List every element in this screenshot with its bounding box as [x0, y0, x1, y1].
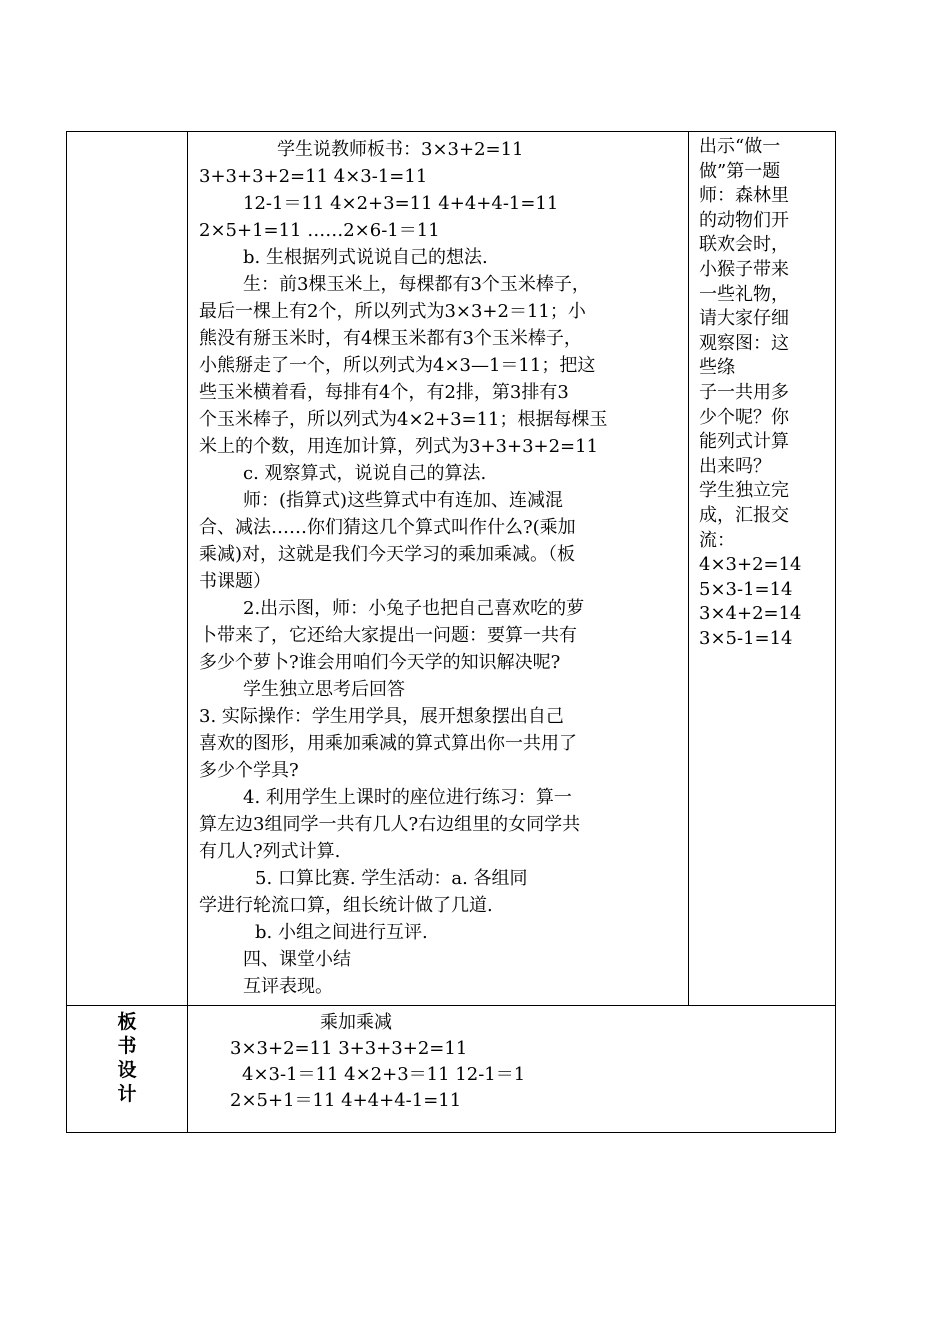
text-line: 12-1＝11 4×2+3=11 4+4+4-1=11 — [243, 193, 559, 214]
text-line: 多少个萝卜?谁会用咱们今天学的知识解决呢? — [199, 652, 561, 673]
row1-main-cell — [187, 131, 689, 1006]
text-line: 5. 口算比赛. 学生活动：a. 各组同 — [255, 868, 528, 889]
text-line: 学生独立思考后回答 — [243, 679, 405, 700]
row1-side-cell — [688, 131, 836, 1006]
text-line: 书课题） — [199, 571, 271, 592]
board-design-label — [67, 1010, 187, 1106]
board-line: 2×5+1＝11 4+4+4-1=11 — [230, 1090, 462, 1111]
text-line: b. 小组之间进行互评. — [255, 922, 428, 943]
text-line: 学进行轮流口算，组长统计做了几道. — [199, 895, 493, 916]
side-note-line: 出来吗？ — [699, 455, 771, 477]
side-note-line: 能列式计算 — [699, 431, 789, 453]
text-line: c. 观察算式，说说自己的算法. — [243, 463, 487, 484]
board-line: 4×3-1＝11 4×2+3＝11 12-1＝1 — [242, 1064, 526, 1085]
lesson-process-text — [199, 136, 608, 1000]
side-note-line: 观察图：这 — [699, 332, 789, 354]
side-note-line: 一些礼物， — [699, 283, 789, 305]
text-line: 喜欢的图形，用乘加乘减的算式算出你一共用了 — [199, 733, 577, 754]
board-line: 乘加乘减 — [320, 1012, 392, 1033]
side-note-line: 学生独立完 — [699, 480, 789, 502]
text-line: 生：前3棵玉米上，每棵都有3个玉米棒子， — [243, 274, 590, 295]
label-char: 书 — [117, 1035, 137, 1057]
text-line: 3. 实际操作：学生用学具，展开想象摆出自己 — [199, 706, 564, 727]
text-line: 4. 利用学生上课时的座位进行练习：算一 — [243, 787, 572, 808]
text-line: 个玉米棒子，所以列式为4×2+3=11；根据每棵玉 — [199, 409, 608, 430]
text-line: 师：(指算式)这些算式中有连加、连减混 — [243, 490, 564, 511]
teaching-notes-text — [699, 135, 802, 651]
text-line: b. 生根据列式说说自己的想法. — [243, 247, 488, 268]
side-note-line: 3×4+2=14 — [699, 603, 802, 625]
text-line: 些玉米横着看，每排有4个，有2排，第3排有3 — [199, 382, 569, 403]
text-line: 2.出示图，师：小兔子也把自己喜欢吃的萝 — [243, 598, 585, 619]
side-note-line: 成，汇报交 — [699, 504, 789, 526]
side-note-line: 的动物们开 — [699, 209, 789, 231]
row2-board-cell — [187, 1005, 836, 1133]
side-note-line: 5×3-1=14 — [699, 578, 793, 600]
side-note-line: 少个呢？你 — [699, 406, 789, 428]
side-note-line: 做”第一题 — [699, 160, 781, 182]
label-char: 板 — [117, 1011, 137, 1033]
text-line: 算左边3组同学一共有几人?右边组里的女同学共 — [199, 814, 581, 835]
text-line: 米上的个数，用连加计算，列式为3+3+3+2=11 — [199, 436, 599, 457]
board-design-content — [188, 1010, 525, 1114]
side-note-line: 出示“做一 — [699, 136, 781, 157]
text-line: 合、减法……你们猜这几个算式叫作什么?(乘加 — [199, 517, 576, 538]
text-line: 熊没有掰玉米时，有4棵玉米都有3个玉米棒子， — [199, 328, 582, 349]
text-line: 卜带来了，它还给大家提出一问题：要算一共有 — [199, 625, 577, 646]
side-note-line: 子一共用多 — [699, 381, 789, 403]
board-line: 3×3+2=11 3+3+3+2=11 — [230, 1038, 468, 1059]
text-line: 四、课堂小结 — [243, 949, 351, 970]
side-note-line: 小猴子带来 — [699, 258, 789, 280]
text-line: 乘减)对，这就是我们今天学习的乘加乘减。（板 — [199, 544, 576, 565]
side-note-line: 师：森林里 — [699, 185, 789, 207]
side-note-line: 3×5-1=14 — [699, 627, 793, 649]
text-line: 小熊掰走了一个，所以列式为4×3—1＝11；把这 — [199, 355, 596, 376]
text-line: 有几人?列式计算. — [199, 841, 341, 862]
side-note-line: 流： — [699, 529, 735, 551]
text-line: 3+3+3+2=11 4×3-1=11 — [199, 166, 428, 187]
side-note-line: 4×3+2=14 — [699, 554, 802, 576]
row2-label-cell — [66, 1005, 188, 1133]
text-line: 最后一棵上有2个，所以列式为3×3+2＝11；小 — [199, 301, 586, 322]
row1-left-cell — [66, 131, 188, 1006]
side-note-line: 请大家仔细 — [699, 308, 789, 330]
side-note-line: 联欢会时， — [699, 234, 789, 256]
text-line: 2×5+1=11 ……2×6-1＝11 — [199, 220, 440, 241]
label-char: 计 — [117, 1083, 137, 1105]
text-line: 多少个学具? — [199, 760, 299, 781]
text-line: 学生说教师板书：3×3+2=11 — [277, 139, 524, 160]
text-line: 互评表现。 — [243, 976, 333, 997]
side-note-line: 些绦 — [699, 357, 735, 379]
label-char: 设 — [117, 1059, 137, 1081]
